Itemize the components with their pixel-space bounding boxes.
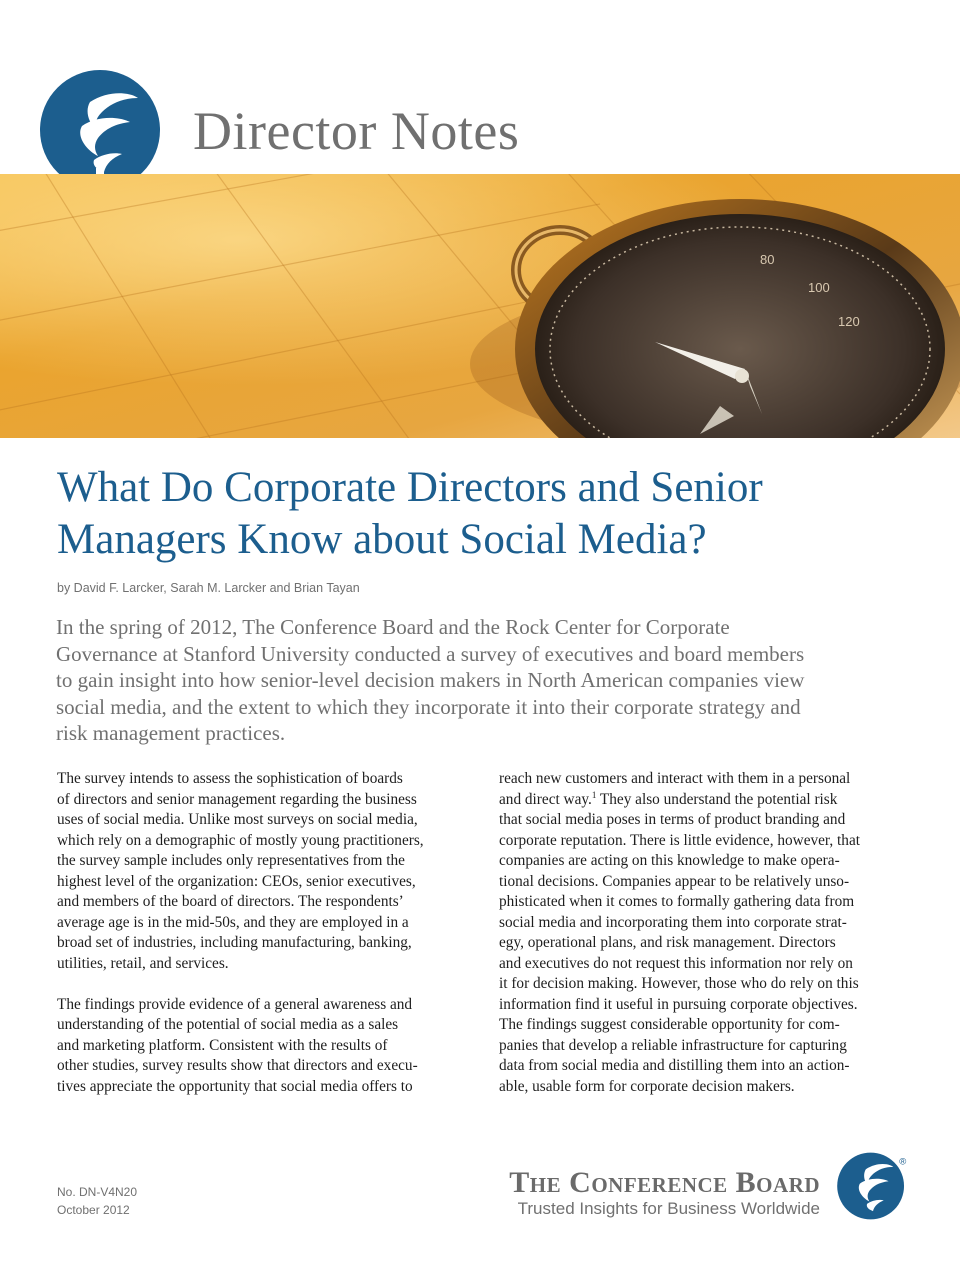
body-line: which rely on a demographic of mostly young practitioners, bbox=[57, 831, 424, 849]
body-line: utilities, retail, and services. bbox=[57, 954, 229, 972]
body-line: uses of social media. Unlike most surveys on social media, bbox=[57, 811, 418, 828]
body-line: and executives do not request this information nor rely on bbox=[499, 954, 853, 972]
intro-line: Governance at Stanford University conducted a survey of executives and board members bbox=[56, 641, 805, 666]
body-column-right bbox=[499, 769, 919, 1097]
body-line: The findings suggest considerable opportunity for com- bbox=[499, 1016, 840, 1033]
footer-meta bbox=[57, 1183, 137, 1219]
body-line: tional decisions. Companies appear to be relatively unso- bbox=[499, 872, 850, 890]
publication-title: Director Notes bbox=[193, 101, 520, 161]
intro-line: risk management practices. bbox=[56, 721, 286, 745]
body-line: The findings provide evidence of a general awareness and bbox=[57, 995, 413, 1013]
body-line: and members of the board of directors. The respondents’ bbox=[57, 893, 404, 910]
body-paragraph bbox=[57, 769, 477, 974]
compass-label-120: 120 bbox=[838, 314, 860, 329]
body-line: understanding of the potential of social media as a sales bbox=[57, 1016, 399, 1033]
body-line: companies are acting on this knowledge to make opera- bbox=[499, 852, 840, 869]
body-line: it for decision making. However, those who do rely on this bbox=[499, 975, 859, 992]
body-line: tives appreciate the opportunity that social media offers to bbox=[57, 1077, 413, 1095]
byline: by David F. Larcker, Sarah M. Larcker and Brian Tayan bbox=[57, 581, 360, 595]
conference-board-logo-bottom bbox=[836, 1149, 910, 1223]
body-line: and marketing platform. Consistent with the results of bbox=[57, 1036, 388, 1054]
body-line: information find it useful in pursuing corporate objectives. bbox=[499, 995, 858, 1013]
compass-label-100: 100 bbox=[808, 280, 830, 295]
body-line: phisticated when it comes to formally gathering data from bbox=[499, 893, 855, 910]
intro-line: social media, and the extent to which they incorporate it into their corporate strategy and bbox=[56, 694, 801, 719]
body-line: the survey sample includes only representatives from the bbox=[57, 852, 405, 869]
intro-paragraph bbox=[56, 614, 906, 747]
hero-image-compass bbox=[0, 174, 960, 438]
body-paragraph bbox=[499, 769, 919, 1097]
body-paragraph bbox=[57, 995, 477, 1098]
body-line: egy, operational plans, and risk management. Directors bbox=[499, 934, 836, 951]
body-line: highest level of the organization: CEOs, senior executives, bbox=[57, 872, 416, 890]
body-line: broad set of industries, including manufacturing, banking, bbox=[57, 934, 412, 951]
body-line: social media and incorporating them into corporate strat- bbox=[499, 913, 847, 931]
body-line: panies that develop a reliable infrastructure for capturing bbox=[499, 1036, 847, 1054]
body-line: other studies, survey results show that directors and execu- bbox=[57, 1057, 418, 1074]
headline-line: What Do Corporate Directors and Senior bbox=[57, 464, 763, 511]
body-line: able, usable form for corporate decision makers. bbox=[499, 1077, 795, 1095]
body-line-with-footnote bbox=[499, 790, 919, 811]
headline-line: Managers Know about Social Media? bbox=[57, 516, 707, 563]
publication-date: October 2012 bbox=[57, 1203, 130, 1217]
org-name: The Conference Board bbox=[509, 1166, 820, 1199]
intro-line: In the spring of 2012, The Conference Board and the Rock Center for Corporate bbox=[56, 615, 730, 639]
body-line: average age is in the mid-50s, and they are employed in a bbox=[57, 913, 409, 931]
article-headline bbox=[57, 462, 917, 566]
body-column-left bbox=[57, 769, 477, 1097]
footnote-marker[interactable]: 1 bbox=[591, 789, 597, 800]
compass-label-80: 80 bbox=[760, 252, 775, 267]
doc-number: No. DN-V4N20 bbox=[57, 1185, 138, 1199]
registered-mark: ® bbox=[899, 1156, 907, 1168]
body-line: data from social media and distilling them into an action- bbox=[499, 1057, 850, 1074]
body-line: of directors and senior management regarding the business bbox=[57, 790, 417, 808]
org-tagline: Trusted Insights for Business Worldwide bbox=[517, 1199, 820, 1218]
body-line: that social media poses in terms of product branding and bbox=[499, 811, 846, 828]
body-line: corporate reputation. There is little evidence, however, that bbox=[499, 831, 860, 849]
body-text: They also understand the potential risk bbox=[596, 790, 838, 808]
body-line: The survey intends to assess the sophistication of boards bbox=[57, 770, 403, 787]
intro-line: to gain insight into how senior-level decision makers in North American companies view bbox=[56, 668, 805, 692]
body-line: reach new customers and interact with them in a personal bbox=[499, 770, 851, 787]
body-text: and direct way. bbox=[499, 790, 592, 808]
